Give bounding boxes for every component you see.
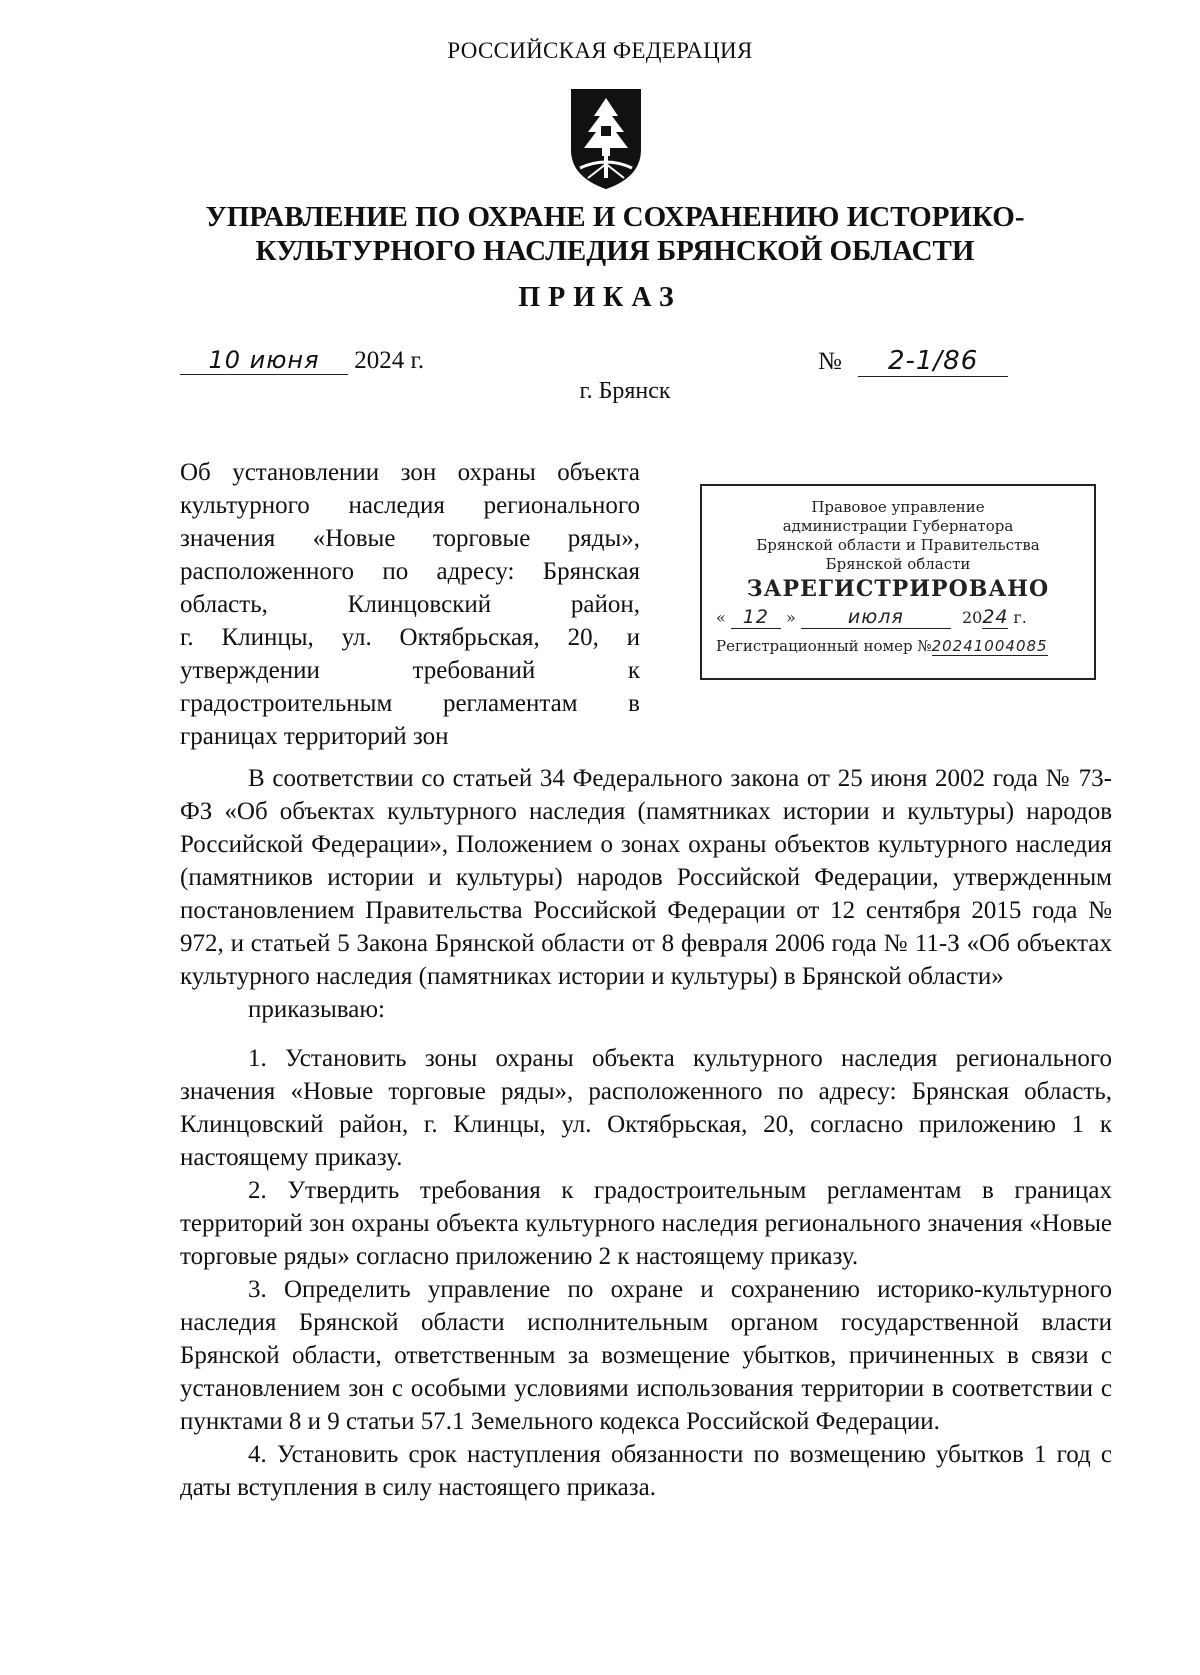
handwritten-date: 10 июня (180, 346, 348, 375)
number-sign: № (818, 348, 842, 375)
country-heading: РОССИЙСКАЯ ФЕДЕРАЦИЯ (447, 38, 753, 63)
order-item-4: 4. Установить срок наступления обязанности по возмещению убытков 1 год с даты вступления в силу настоящего приказа. (180, 1441, 1112, 1501)
stamp-year-hand: 24 (982, 606, 1009, 628)
order-number (818, 346, 1008, 377)
stamp-open-quote: « (716, 608, 726, 627)
subject-line: границах территорий зон (180, 723, 449, 750)
organization-title-line-2: КУЛЬТУРНОГО НАСЛЕДИЯ БРЯНСКОЙ ОБЛАСТИ (255, 235, 975, 267)
stamp-reg-number: 20241004085 (931, 637, 1048, 655)
subject-line: Об установлении зон охраны объекта (180, 459, 640, 486)
stamp-registration-number (702, 637, 1094, 656)
stamp-registered-label: ЗАРЕГИСТРИРОВАНО (746, 576, 1050, 602)
city-line: г. Брянск (579, 378, 671, 404)
subject-line: утверждении требований к (180, 657, 640, 684)
order-word: приказываю: (248, 996, 385, 1023)
stamp-year-prefix: 20 (961, 608, 983, 627)
handwritten-number: 2-1/86 (858, 346, 1008, 377)
coat-of-arms-icon (566, 86, 646, 192)
document-type-heading: ПРИКАЗ (518, 282, 682, 313)
stamp-reg-label: Регистрационный номер № (716, 637, 932, 655)
stamp-department-line: администрации Губернатора (782, 517, 1014, 535)
stamp-department-line: Брянской области и Правительства (756, 536, 1040, 554)
stamp-day: 12 (731, 606, 781, 629)
stamp-year-suffix: г. (1013, 608, 1027, 627)
stamp-close-quote: » (785, 608, 796, 627)
subject-line: культурного наследия регионального (180, 492, 640, 519)
order-subject (180, 456, 640, 753)
subject-line: градостроительным регламентам в (180, 690, 640, 717)
preamble-paragraph: В соответствии со статьей 34 Федерального закона от 25 июня 2002 года № 73-ФЗ «Об объектах культурного наследия (памятниках истории и культуры) народов Российской Федерации», Положением о зонах охраны объектов культурного наследия (памятников истории и культуры) народов Российской Федерации, утвержденным постановлением Правительства Российской Федерации от 12 сентября 2015 года № 972, и статьей 5 Закона Брянской области от 8 февраля 2006 года № 11-З «Об объектах культурного наследия (памятниках истории и культуры) в Брянской области» (180, 765, 1112, 990)
order-body (180, 762, 1112, 1504)
order-year: 2024 г. (354, 347, 425, 374)
subject-line: расположенного по адресу: Брянская (180, 558, 640, 585)
stamp-month: июля (801, 606, 951, 629)
order-item-3: 3. Определить управление по охране и сохранению историко-культурного наследия Брянской области исполнительным органом государственной власти Брянской области, ответственным за возмещение убытков, причиненных в связи с установлением зон с особыми условиями использования территории в соответствии с пунктами 8 и 9 статьи 57.1 Земельного кодекса Российской Федерации. (180, 1276, 1112, 1435)
stamp-date (702, 606, 1094, 629)
subject-line: область, Клинцовский район, (180, 591, 640, 618)
order-item-2: 2. Утвердить требования к градостроительным регламентам в границах территорий зон охраны объекта культурного наследия регионального значения «Новые торговые ряды» согласно приложению 2 к настоящему приказу. (180, 1177, 1112, 1270)
stamp-department (702, 498, 1094, 574)
organization-title (200, 200, 1030, 268)
subject-line: г. Клинцы, ул. Октябрьская, 20, и (180, 624, 640, 651)
order-item-1: 1. Установить зоны охраны объекта культурного наследия регионального значения «Новые торговые ряды», расположенного по адресу: Брянская область, Клинцовский район, г. Клинцы, ул. Октябрьская, 20, согласно приложению 1 к настоящему приказу. (180, 1045, 1112, 1171)
stamp-department-line: Правовое управление (811, 498, 985, 516)
order-date (180, 346, 424, 375)
subject-line: значения «Новые торговые ряды», (180, 525, 640, 552)
organization-title-line-1: УПРАВЛЕНИЕ ПО ОХРАНЕ И СОХРАНЕНИЮ ИСТОРИКО- (205, 201, 1025, 233)
stamp-department-line: Брянской области (825, 555, 971, 573)
registration-stamp (700, 484, 1096, 680)
